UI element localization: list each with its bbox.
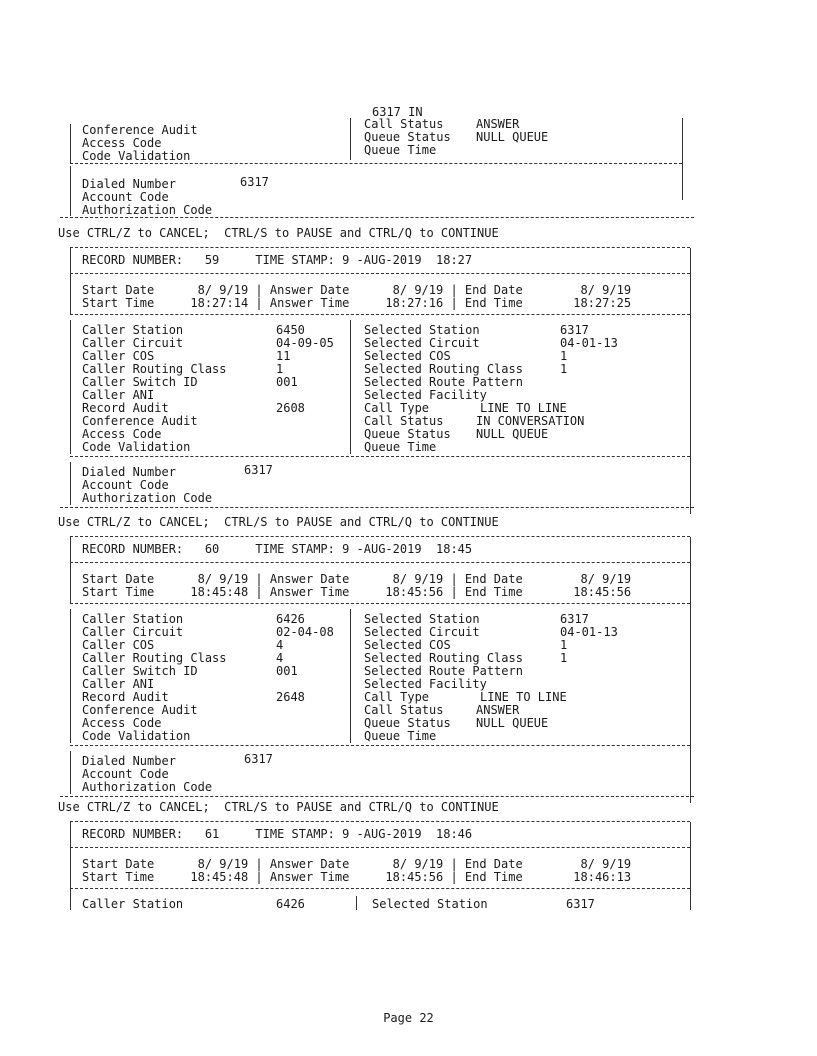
record-header-rule [70, 562, 690, 563]
caller-field-label: Caller Switch ID [82, 664, 198, 678]
dialed-number-value: 6317 [244, 752, 273, 766]
selected-field-value: NULL QUEUE [476, 427, 549, 441]
record-mid-bar [350, 320, 351, 454]
caller-field-label: Caller Routing Class [82, 362, 227, 376]
record-fields-rule [70, 456, 690, 457]
selected-field-value: 1 [560, 349, 568, 363]
selected-field-label: Queue Time [364, 729, 437, 743]
selected-field-value: 1 [560, 638, 568, 652]
partial-divider [70, 163, 682, 164]
record-header-rule [70, 273, 690, 274]
record-dates-rule [70, 603, 690, 604]
record-dates-rule [70, 888, 690, 889]
caller-field-label: Record Audit [82, 690, 169, 704]
record-header-left-bar [70, 248, 71, 314]
record-header-rule [70, 847, 690, 848]
selected-field-label: Call Type [364, 690, 430, 704]
selected-field-label: Selected Station [372, 897, 488, 911]
selected-field-label: Selected Circuit [364, 336, 480, 350]
record-header: RECORD NUMBER: 60 TIME STAMP: 9 -AUG-2019 18:45 [82, 542, 473, 556]
caller-field-label: Code Validation [82, 440, 191, 454]
selected-field-value: 6317 [566, 897, 595, 911]
partial-mid-bar [350, 118, 351, 160]
selected-field-label: Call Status [364, 414, 444, 428]
record-header-left-bar [70, 822, 71, 888]
caller-field-value: 04-09-05 [276, 336, 334, 350]
selected-field-label: Queue Time [364, 440, 437, 454]
selected-field-label: Selected Station [364, 323, 480, 337]
cancel-instructions: Use CTRL/Z to CANCEL; CTRL/S to PAUSE and CTRL/Q to CONTINUE [58, 515, 499, 529]
partial-right-value: ANSWER [476, 117, 520, 131]
caller-field-label: Caller Station [82, 612, 184, 626]
dialed-number-value: 6317 [244, 463, 273, 477]
selected-field-value: 1 [560, 651, 568, 665]
selected-field-label: Selected Station [364, 612, 480, 626]
caller-field-label: Caller ANI [82, 677, 155, 691]
page-number: Page 22 [383, 1011, 434, 1025]
selected-field-label: Call Status [364, 703, 444, 717]
dialed-number-label: Dialed Number [82, 465, 176, 479]
caller-field-label: Conference Audit [82, 703, 198, 717]
record-top-rule [70, 247, 690, 248]
cancel-instructions: Use CTRL/Z to CANCEL; CTRL/S to PAUSE and CTRL/Q to CONTINUE [58, 226, 499, 240]
selected-field-value: LINE TO LINE [480, 690, 567, 704]
record-dates-row-2: Start Time 18:45:48 | Answer Time 18:45:56 | End Time 18:45:56 [82, 585, 632, 599]
selected-field-value: LINE TO LINE [480, 401, 567, 415]
account-code-label: Account Code [82, 767, 169, 781]
caller-field-value: 2608 [276, 401, 305, 415]
record-header-right-bar [690, 248, 691, 314]
partial-right-label: Call Status [364, 117, 444, 131]
caller-field-label: Caller ANI [82, 388, 155, 402]
partial-left-label: Conference Audit [82, 123, 198, 137]
selected-field-label: Selected Facility [364, 677, 487, 691]
caller-field-value: 4 [276, 638, 284, 652]
partial-right-bar [682, 118, 683, 200]
record-dates-row-2: Start Time 18:27:14 | Answer Time 18:27:16 | End Time 18:27:25 [82, 296, 632, 310]
selected-field-label: Selected Routing Class [364, 651, 523, 665]
caller-field-label: Caller Routing Class [82, 651, 227, 665]
authorization-code-label: Authorization Code [82, 203, 213, 217]
cancel-instructions: Use CTRL/Z to CANCEL; CTRL/S to PAUSE and CTRL/Q to CONTINUE [58, 800, 499, 814]
caller-field-label: Caller Station [82, 323, 184, 337]
selected-field-label: Selected Circuit [364, 625, 480, 639]
record-dates-row-1: Start Date 8/ 9/19 | Answer Date 8/ 9/19 | End Date 8/ 9/19 [82, 572, 632, 586]
caller-field-value: 02-04-08 [276, 625, 334, 639]
record-header: RECORD NUMBER: 59 TIME STAMP: 9 -AUG-2019 18:27 [82, 253, 473, 267]
caller-field-value: 001 [276, 664, 298, 678]
record-dial-bar [70, 751, 71, 794]
selected-field-label: Selected Route Pattern [364, 664, 523, 678]
partial-right-label: Queue Status [364, 130, 451, 144]
selected-field-value: IN CONVERSATION [476, 414, 585, 428]
caller-field-value: 6426 [276, 612, 305, 626]
authorization-code-label: Authorization Code [82, 491, 213, 505]
caller-field-label: Caller COS [82, 349, 155, 363]
account-code-label: Account Code [82, 190, 169, 204]
caller-field-label: Access Code [82, 427, 162, 441]
record-dates-rule [70, 314, 690, 315]
record-header: RECORD NUMBER: 61 TIME STAMP: 9 -AUG-2019 18:46 [82, 827, 473, 841]
record-dial-bar [70, 462, 71, 505]
selected-field-label: Call Type [364, 401, 430, 415]
record-left-bar [70, 320, 71, 454]
partial-bottom-rule [60, 217, 694, 218]
caller-field-value: 001 [276, 375, 298, 389]
caller-field-label: Caller Station [82, 897, 184, 911]
authorization-code-label: Authorization Code [82, 780, 213, 794]
dialed-number-label: Dialed Number [82, 177, 176, 191]
caller-field-value: 6426 [276, 897, 305, 911]
caller-field-label: Access Code [82, 716, 162, 730]
caller-field-value: 11 [276, 349, 291, 363]
caller-field-label: Conference Audit [82, 414, 198, 428]
selected-field-value: 04-01-13 [560, 336, 618, 350]
caller-field-label: Caller COS [82, 638, 155, 652]
caller-field-label: Caller Circuit [82, 336, 184, 350]
record-fields-rule [70, 745, 690, 746]
selected-field-value: 04-01-13 [560, 625, 618, 639]
caller-field-label: Caller Switch ID [82, 375, 198, 389]
record-dates-row-1: Start Date 8/ 9/19 | Answer Date 8/ 9/19 | End Date 8/ 9/19 [82, 283, 632, 297]
partial-right-label: Queue Time [364, 143, 437, 157]
caller-field-label: Caller Circuit [82, 625, 184, 639]
record-left-bar [70, 609, 71, 743]
partial-left-bar [70, 124, 71, 163]
selected-field-label: Selected Facility [364, 388, 487, 402]
selected-field-value: 6317 [560, 612, 589, 626]
dialed-number-value: 6317 [240, 175, 269, 189]
record-top-rule [70, 536, 690, 537]
record-header-right-bar [690, 537, 691, 603]
selected-field-label: Queue Status [364, 716, 451, 730]
selected-field-value: 1 [560, 362, 568, 376]
record-dates-row-1: Start Date 8/ 9/19 | Answer Date 8/ 9/19 | End Date 8/ 9/19 [82, 857, 632, 871]
record-dates-row-2: Start Time 18:45:48 | Answer Time 18:45:56 | End Time 18:46:13 [82, 870, 632, 884]
caller-field-value: 2648 [276, 690, 305, 704]
partial-left-bar-2 [70, 166, 71, 216]
record-bottom-rule [60, 507, 694, 508]
caller-field-label: Record Audit [82, 401, 169, 415]
account-code-label: Account Code [82, 478, 169, 492]
selected-field-value: 6317 [560, 323, 589, 337]
selected-field-label: Queue Status [364, 427, 451, 441]
dialed-number-label: Dialed Number [82, 754, 176, 768]
partial-left-label: Code Validation [82, 149, 191, 163]
caller-field-label: Code Validation [82, 729, 191, 743]
record-header-right-bar [690, 822, 691, 888]
selected-field-value: NULL QUEUE [476, 716, 549, 730]
record-top-rule [70, 821, 690, 822]
caller-field-value: 6450 [276, 323, 305, 337]
selected-field-label: Selected Route Pattern [364, 375, 523, 389]
selected-field-value: ANSWER [476, 703, 520, 717]
partial-right-value: NULL QUEUE [476, 130, 549, 144]
record-mid-bar [350, 609, 351, 743]
caller-field-value: 1 [276, 362, 284, 376]
selected-field-label: Selected COS [364, 638, 451, 652]
record-header-left-bar [70, 537, 71, 603]
selected-field-label: Selected Routing Class [364, 362, 523, 376]
caller-field-value: 4 [276, 651, 284, 665]
record-mid-bar [356, 896, 357, 910]
partial-left-label: Access Code [82, 136, 162, 150]
selected-field-label: Selected COS [364, 349, 451, 363]
record-bottom-rule [60, 796, 694, 797]
destination-line: 6317 IN [372, 105, 423, 119]
